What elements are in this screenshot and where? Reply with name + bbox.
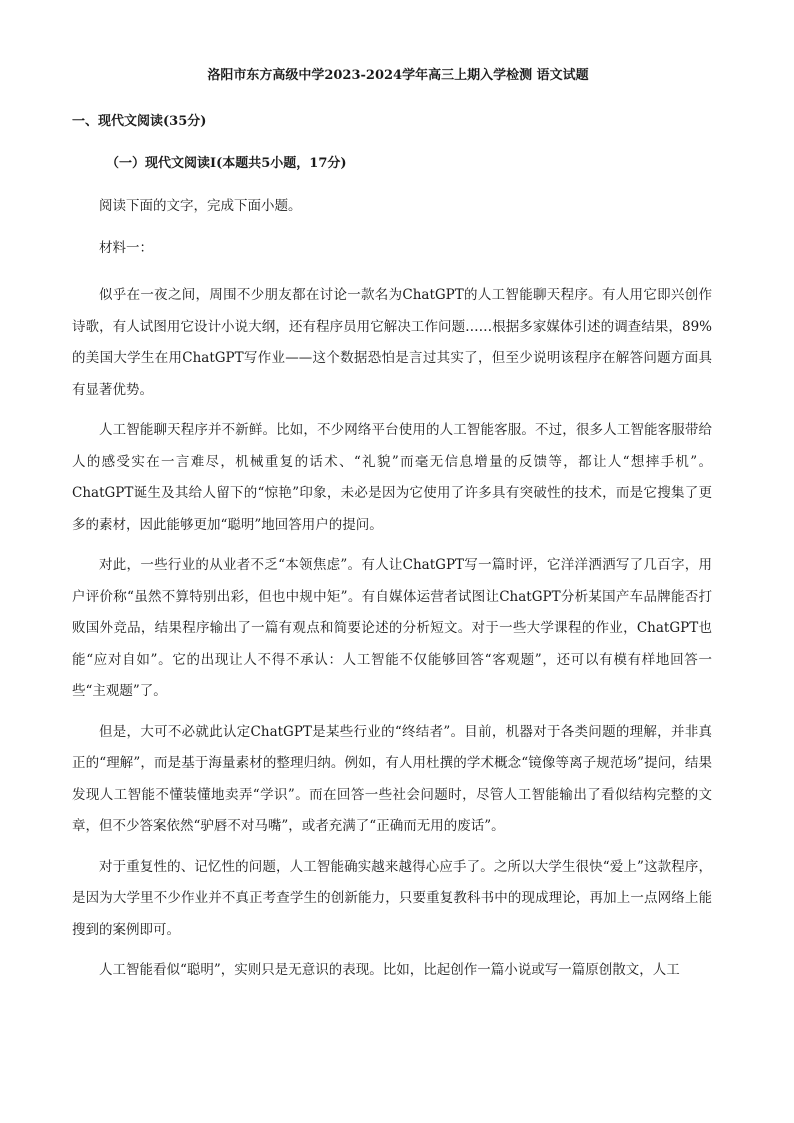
paragraph-5: 对于重复性的、记忆性的问题，人工智能确实越来越得心应手了。之所以大学生很快“爱上”这款程序，是因为大学里不少作业并不真正考查学生的创新能力，只要重复教科书中的现成理论，再加上一点网络上能搜到的案例即可。	[72, 858, 712, 938]
paragraph-4: 但是，大可不必就此认定ChatGPT是某些行业的“终结者”。目前，机器对于各类问题的理解，并非真正的“理解”，而是基于海量素材的整理归纳。例如，有人用杜撰的学术概念“镜像等离子规范场”提问，结果发现人工智能不懂装懂地卖弄“学识”。而在回答一些社会问题时，尽管人工智能输出了看似结构完整的文章，但不少答案依然“驴唇不对马嘴”，或者充满了“正确而无用的废话”。	[72, 723, 712, 834]
paragraph-2: 人工智能聊天程序并不新鲜。比如，不少网络平台使用的人工智能客服。不过，很多人工智能客服带给人的感受实在一言难尽，机械重复的话术、“礼貌”而毫无信息增量的反馈等，都让人“想摔手机”。ChatGPT诞生及其给人留下的“惊艳”印象，未必是因为它使用了许多具有突破性的技术，而是它搜集了更多的素材，因此能够更加“聪明”地回答用户的提问。	[72, 422, 712, 533]
document-title: 洛阳市东方高级中学2023-2024学年高三上期入学检测 语文试题	[207, 68, 589, 83]
instruction-text: 阅读下面的文字，完成下面小题。	[99, 198, 302, 214]
paragraph-3: 对此，一些行业的从业者不乏“本领焦虑”。有人让ChatGPT写一篇时评，它洋洋洒洒写了几百字，用户评价称“虽然不算特别出彩，但也中规中矩”。有自媒体运营者试图让ChatGPT分析某国产车品牌能否打败国外竞品，结果程序输出了一篇有观点和简要论述的分析短文。对于一些大学课程的作业，ChatGPT也能“应对自如”。它的出现让人不得不承认：人工智能不仅能够回答“客观题”，还可以有模有样地回答一些“主观题”了。	[72, 557, 712, 699]
sub-heading: （一）现代文阅读Ⅰ(本题共5小题，17分)	[106, 156, 347, 171]
paragraph-6: 人工智能看似“聪明”，实则只是无意识的表现。比如，比起创作一篇小说或写一篇原创散文，人工	[99, 962, 680, 978]
paragraph-1: 似乎在一夜之间，周围不少朋友都在讨论一款名为ChatGPT的人工智能聊天程序。有人用它即兴创作诗歌，有人试图用它设计小说大纲，还有程序员用它解决工作问题……根据多家媒体引述的调查结果，89%的美国大学生在用ChatGPT写作业——这个数据恐怕是言过其实了，但至少说明该程序在解答问题方面具有显著优势。	[72, 287, 712, 398]
section-heading: 一、现代文阅读(35分)	[72, 114, 207, 129]
material-label: 材料一：	[99, 240, 153, 256]
